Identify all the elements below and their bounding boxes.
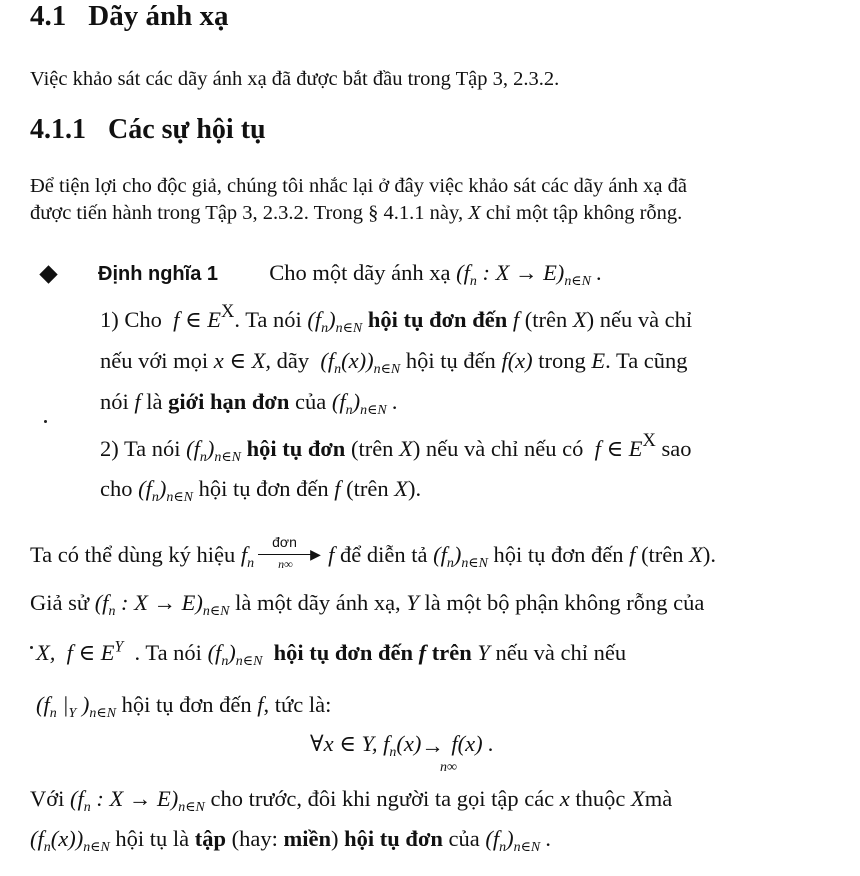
math-expr: ($f_n$ $|_Y$ )$_{n\in N}$ — [36, 692, 117, 721]
math-expr: f(x) — [501, 348, 533, 373]
text-run: của — [295, 389, 327, 414]
bold-term: trên — [431, 640, 472, 665]
math-expr: X, f ∈ $E^Y$ — [36, 638, 124, 665]
definition-item-1-line-1 — [100, 300, 693, 336]
math-var: X — [468, 202, 481, 224]
formula-limit-label: n∞ — [440, 760, 457, 775]
section-title: Dãy ánh xạ — [88, 0, 229, 32]
text-run: nếu với mọi — [100, 348, 209, 373]
arrow-label-top: đơn — [272, 534, 297, 550]
bold-term: giới hạn đơn — [168, 389, 290, 414]
text-run: , tức là: — [263, 692, 332, 717]
definition-label: Định nghĩa 1 — [98, 263, 218, 285]
text-run: hội tụ đơn đến — [493, 542, 624, 567]
scan-speck — [30, 646, 33, 649]
text-run: hội tụ đơn đến — [198, 476, 329, 501]
text-run: nói — [100, 389, 129, 414]
math-var: E — [591, 348, 606, 373]
math-expr: $(f_n(x))_{n\in N}$ — [30, 826, 110, 855]
arrow-label-bottom: n∞ — [278, 557, 293, 571]
text-run: Với — [30, 786, 65, 811]
text-run: hội tụ đơn đến — [121, 692, 252, 717]
math-var: f — [512, 307, 520, 332]
text-run: ). — [407, 476, 422, 501]
remark-line-7 — [30, 826, 552, 855]
math-var: X — [631, 786, 645, 811]
remark-line-6 — [30, 786, 673, 815]
text-run: (trên — [350, 436, 394, 461]
text-run: được tiến hành trong Tập 3, 2.3.2. Trong § 4.1.1 này, — [30, 202, 464, 224]
math-var: Y — [406, 590, 419, 615]
math-var: f — [134, 389, 141, 414]
math-expr: $(f_n)_{n\in N}$ . — [331, 389, 398, 418]
math-var: f — [257, 692, 264, 717]
math-expr: $(f_n)_{n\in N}$ — [207, 640, 263, 669]
text-run: (hay: — [231, 826, 278, 851]
text-run: 1) Cho — [100, 307, 162, 332]
definition-line-1 — [98, 260, 603, 289]
paragraph-1-line-1: Để tiện lợi cho độc giả, chúng tôi nhắc lại ở đây việc khảo sát các dãy ánh xạ đã — [30, 175, 687, 197]
text-run: ) nếu và chỉ — [586, 307, 693, 332]
text-run: dãy — [276, 348, 310, 373]
text-run: . Ta cũng — [605, 348, 688, 373]
math-expr: ($f_n$ : $X \to E)_{n\in N}$ . — [456, 260, 603, 289]
math-var: x — [559, 786, 570, 811]
text-run: 2) Ta nói — [100, 436, 181, 461]
convergence-arrow — [258, 534, 324, 571]
math-var: $f_n$ — [240, 542, 255, 571]
math-expr: $(f_n)_{n\in N}$ . — [485, 826, 552, 855]
intro-paragraph: Việc khảo sát các dãy ánh xạ đã được bắt đầu trong Tập 3, 2.3.2. — [30, 68, 560, 90]
subsection-title: Các sự hội tụ — [108, 114, 266, 145]
text-run: nếu và chỉ nếu — [495, 640, 627, 665]
math-var: f — [418, 640, 427, 665]
text-run: là một dãy ánh xạ, — [235, 590, 401, 615]
math-expr: $(f_n)_{n\in N}$ — [307, 307, 363, 336]
math-var: X — [394, 476, 408, 501]
display-formula — [310, 731, 494, 759]
text-run: để diễn tả — [340, 542, 428, 567]
math-expr: ($f_n$ : $X \to E)_{n\in N}$ — [70, 786, 205, 815]
text-run: (trên — [524, 307, 568, 332]
math-var: X — [572, 307, 587, 332]
remark-line-2 — [30, 590, 705, 619]
definition-item-1-line-3 — [100, 389, 398, 418]
text-run: trong — [538, 348, 586, 373]
text-run: (trên — [641, 542, 684, 567]
bold-term: tập — [194, 826, 227, 851]
section-heading — [30, 0, 228, 33]
text-run: sao — [661, 436, 692, 461]
text-run: . Ta nói — [134, 640, 202, 665]
bold-term: hội tụ đơn — [246, 436, 346, 461]
math-expr: x ∈ X, — [213, 348, 272, 373]
formula-arrow: → — [421, 732, 444, 758]
scan-speck — [44, 420, 47, 423]
text-run: . Ta nói — [234, 307, 302, 332]
remark-line-3 — [36, 638, 627, 669]
definition-item-2-line-1 — [100, 429, 692, 465]
math-var: X — [689, 542, 703, 567]
text-run: là một bộ phận không rỗng của — [424, 590, 705, 615]
text-run: Giả sử — [30, 590, 90, 615]
remark-line-4 — [36, 692, 332, 721]
text-run: ) nếu và chỉ nếu có — [412, 436, 584, 461]
math-expr: $(f_n)_{n\in N}$ — [186, 436, 241, 465]
math-expr: $(f_n)_{n\in N}$ — [433, 542, 488, 571]
text-run: thuộc — [575, 786, 626, 811]
math-var: f — [334, 476, 341, 501]
math-var: X — [399, 436, 413, 461]
math-expr: $(f_n(x))_{n\in N}$ — [320, 348, 401, 377]
math-expr: ∀x ∈ Y, $f_n(x)$ — [310, 731, 422, 760]
math-var: f — [328, 542, 335, 567]
section-number: 4.1 — [30, 0, 67, 32]
paragraph-1-line-2 — [30, 202, 682, 225]
definition-item-1-line-2 — [100, 348, 688, 377]
math-expr: f ∈ $E^X$ — [589, 429, 656, 461]
math-var: f — [629, 542, 636, 567]
text-run: của — [448, 826, 480, 851]
text-run: mà — [644, 786, 673, 811]
text-run: là — [146, 389, 163, 414]
text-run: ) — [331, 826, 339, 851]
definition-bullet-icon — [39, 265, 57, 283]
arrow-head-icon: ▶ — [310, 548, 321, 563]
text-run: hội tụ đến — [405, 348, 496, 373]
math-expr: f ∈ $E^X$ — [167, 300, 235, 332]
text-run: cho trước, đôi khi người ta gọi tập các — [210, 786, 555, 811]
bold-term: hội tụ đơn đến — [273, 640, 414, 665]
text-run: Cho một dãy ánh xạ — [269, 260, 451, 285]
bold-term: miền — [283, 826, 332, 851]
math-expr: f(x) . — [451, 731, 494, 756]
remark-line-1 — [30, 534, 717, 571]
bold-term: hội tụ đơn đến — [367, 307, 508, 332]
arrow-line — [258, 554, 316, 555]
text-run: Ta có thể dùng ký hiệu — [30, 542, 236, 567]
text-run: ). — [702, 542, 717, 567]
text-run: chỉ một tập không rỗng. — [485, 202, 683, 224]
text-run: hội tụ là — [115, 826, 190, 851]
subsection-number: 4.1.1 — [30, 114, 86, 145]
math-expr: ($f_n$ : $X \to E)_{n\in N}$ — [94, 590, 230, 619]
text-run: (trên — [346, 476, 389, 501]
math-var: Y — [477, 640, 490, 665]
subsection-heading — [30, 114, 266, 146]
text-run: cho — [100, 476, 133, 501]
definition-item-2-line-2 — [100, 476, 422, 505]
bold-term: hội tụ đơn — [344, 826, 443, 851]
math-expr: $(f_n)_{n\in N}$ — [138, 476, 193, 505]
